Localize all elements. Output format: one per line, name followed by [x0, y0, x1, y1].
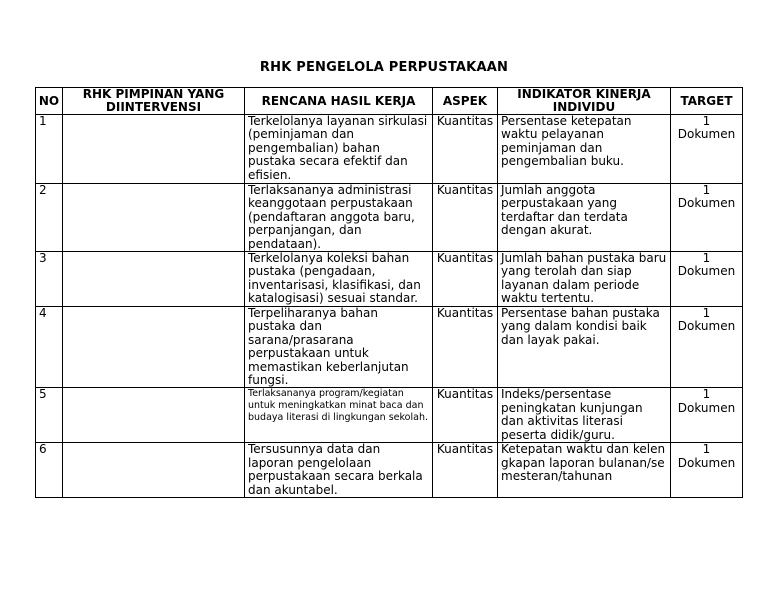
row-number: 3: [36, 252, 63, 307]
rencana-cell: Tersusunnya data dan laporan pengelolaan perpustakaan secara berkala dan akuntabel.: [245, 443, 433, 498]
rhk-pimpinan-cell: [63, 388, 245, 443]
indikator-cell: Jumlah bahan pustaka baru yang terolah dan siap layanan dalam periode waktu tertentu.: [498, 252, 671, 307]
aspek-cell: Kuantitas: [433, 443, 498, 498]
target-cell: [671, 252, 743, 307]
target-value: 1: [702, 114, 711, 128]
rhk-table: [35, 87, 743, 498]
row-number: 5: [36, 388, 63, 443]
indikator-cell: Ketepatan waktu dan kelengkapan laporan bulanan/semesteran/tahunan: [498, 443, 671, 498]
row-number: 1: [36, 115, 63, 184]
header-aspek: ASPEK: [433, 88, 498, 115]
target-unit: Dokumen: [677, 127, 736, 142]
rencana-cell: Terlaksananya administrasi keanggotaan perpustakaan (pendaftaran anggota baru, perpanjangan, dan pendataan).: [245, 184, 433, 252]
row-number: 4: [36, 307, 63, 388]
rencana-cell: Terkelolanya layanan sirkulasi (peminjaman dan pengembalian) bahan pustaka secara efektif dan efisien.: [245, 115, 433, 184]
table-row: [36, 115, 743, 184]
target-unit: Dokumen: [677, 264, 736, 279]
target-value: 1: [702, 387, 711, 402]
table-row: [36, 184, 743, 252]
header-indikator-kinerja: INDIKATOR KINERJA INDIVIDU: [498, 88, 671, 115]
rencana-cell: Terkelolanya koleksi bahan pustaka (pengadaan, inventarisasi, klasifikasi, dan katalogisasi) sesuai standar.: [245, 252, 433, 307]
target-cell: [671, 307, 743, 388]
target-unit: Dokumen: [677, 319, 736, 334]
table-row: [36, 388, 743, 443]
indikator-cell: Indeks/persentase peningkatan kunjungan dan aktivitas literasi peserta didik/guru.: [498, 388, 671, 443]
header-no: NO: [36, 88, 63, 115]
table-row: [36, 252, 743, 307]
target-value: 1: [702, 251, 711, 266]
header-rencana-hasil-kerja: RENCANA HASIL KERJA: [245, 88, 433, 115]
target-unit: Dokumen: [677, 400, 736, 415]
target-value: 1: [702, 183, 711, 197]
indikator-cell: Jumlah anggota perpustakaan yang terdaftar dan terdata dengan akurat.: [498, 184, 671, 252]
target-cell: [671, 115, 743, 184]
aspek-cell: Kuantitas: [433, 252, 498, 307]
table-header-row: [36, 88, 743, 115]
aspek-cell: Kuantitas: [433, 184, 498, 252]
aspek-cell: Kuantitas: [433, 388, 498, 443]
header-rhk-pimpinan: RHK PIMPINAN YANG DIINTERVENSI: [63, 88, 245, 115]
indikator-cell: Persentase bahan pustaka yang dalam kondisi baik dan layak pakai.: [498, 307, 671, 388]
row-number: 2: [36, 184, 63, 252]
rhk-pimpinan-cell: [63, 307, 245, 388]
target-cell: [671, 184, 743, 252]
aspek-cell: Kuantitas: [433, 307, 498, 388]
target-value: 1: [702, 442, 711, 457]
target-unit: Dokumen: [677, 196, 736, 211]
target-unit: Dokumen: [677, 455, 736, 470]
header-target: TARGET: [671, 88, 743, 115]
page-title: RHK PENGELOLA PERPUSTAKAAN: [259, 60, 509, 75]
rhk-pimpinan-cell: [63, 443, 245, 498]
target-cell: [671, 388, 743, 443]
table-row: [36, 307, 743, 388]
rencana-cell: Terpeliharanya bahan pustaka dan sarana/prasarana perpustakaan untuk memastikan keberlanjutan fungsi.: [245, 307, 433, 388]
target-cell: [671, 443, 743, 498]
rhk-pimpinan-cell: [63, 115, 245, 184]
row-number: 6: [36, 443, 63, 498]
table-row: [36, 443, 743, 498]
rhk-pimpinan-cell: [63, 184, 245, 252]
rencana-cell: Terlaksananya program/kegiatan untuk meningkatkan minat baca dan budaya literasi di lingkungan sekolah.: [245, 388, 433, 443]
rhk-pimpinan-cell: [63, 252, 245, 307]
target-value: 1: [702, 306, 711, 321]
aspek-cell: Kuantitas: [433, 115, 498, 184]
indikator-cell: Persentase ketepatan waktu pelayanan peminjaman dan pengembalian buku.: [498, 115, 671, 184]
